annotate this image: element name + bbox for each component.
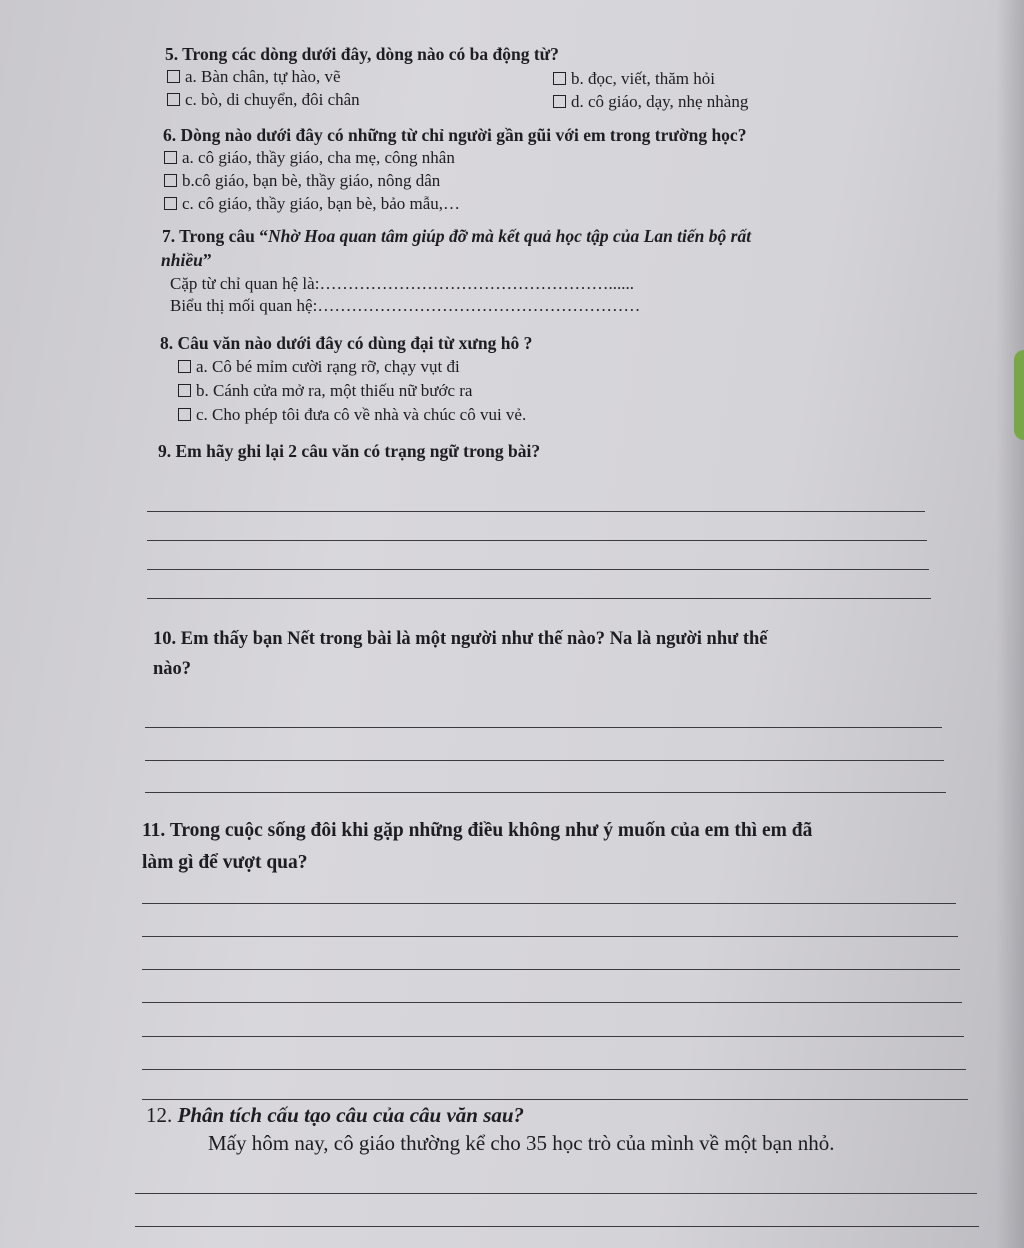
checkbox-icon[interactable] — [167, 70, 180, 83]
q8-option-a[interactable] — [178, 357, 460, 377]
q8-option-c[interactable] — [178, 405, 526, 425]
q7-relation-label: Biểu thị mối quan hệ: — [170, 296, 318, 315]
checkbox-icon[interactable] — [164, 151, 177, 164]
q7-relation-answer[interactable] — [170, 296, 640, 316]
q7-quote-line1: Nhờ Hoa quan tâm giúp đỡ mà kết quả học tập của Lan tiến bộ rất — [268, 226, 752, 246]
q5-option-c-label: c. bò, di chuyển, đôi chân — [185, 90, 360, 109]
q10-answer-line[interactable] — [145, 792, 946, 793]
q7-pair-dots: ……………………………………………...... — [319, 274, 634, 293]
q9-answer-line[interactable] — [147, 511, 925, 512]
q7-pair-answer[interactable] — [170, 274, 634, 294]
q5-option-a-label: a. Bàn chân, tự hào, vẽ — [185, 67, 341, 86]
checkbox-icon[interactable] — [167, 93, 180, 106]
green-leaf-decoration — [1014, 350, 1024, 440]
q7-relation-dots: ………………………………………………… — [317, 296, 641, 315]
q9-title: 9. Em hãy ghi lại 2 câu văn có trạng ngữ trong bài? — [158, 441, 541, 461]
q10-title-line1: 10. Em thấy bạn Nết trong bài là một người như thế nào? Na là người như thế — [153, 629, 768, 649]
q5-option-d[interactable] — [553, 92, 748, 112]
q7-pair-label: Cặp từ chỉ quan hệ là: — [170, 274, 320, 293]
checkbox-icon[interactable] — [178, 384, 191, 397]
q11-answer-line[interactable] — [142, 1002, 962, 1003]
checkbox-icon[interactable] — [553, 72, 566, 85]
checkbox-icon[interactable] — [178, 360, 191, 373]
q5-option-b-label: b. đọc, viết, thăm hỏi — [571, 69, 716, 88]
checkbox-icon[interactable] — [164, 174, 177, 187]
q8-option-a-label: a. Cô bé mỉm cười rạng rỡ, chạy vụt đi — [196, 357, 460, 376]
checkbox-icon[interactable] — [553, 95, 566, 108]
q11-answer-line[interactable] — [142, 1036, 964, 1037]
q11-answer-line[interactable] — [142, 1069, 966, 1070]
q6-option-a-label: a. cô giáo, thầy giáo, cha mẹ, công nhân — [182, 148, 455, 167]
q11-answer-line[interactable] — [142, 903, 956, 904]
q8-option-b[interactable] — [178, 381, 472, 401]
q7-title — [162, 226, 751, 247]
q5-option-c[interactable] — [167, 90, 360, 110]
q6-option-a[interactable] — [164, 148, 455, 168]
q7-title-line2 — [161, 250, 212, 271]
q7-prefix: 7. Trong câu “ — [162, 226, 268, 246]
checkbox-icon[interactable] — [164, 197, 177, 210]
q11-answer-line[interactable] — [142, 936, 958, 937]
q8-option-c-label: c. Cho phép tôi đưa cô về nhà và chúc cô vui vẻ. — [196, 405, 527, 424]
q6-option-c-label: c. cô giáo, thầy giáo, bạn bè, bảo mẫu,… — [182, 194, 461, 213]
q8-option-b-label: b. Cánh cửa mở ra, một thiếu nữ bước ra — [196, 381, 473, 400]
q11-title-line1: 11. Trong cuộc sống đôi khi gặp những điều không như ý muốn của em thì em đã — [142, 820, 813, 841]
q11-answer-line[interactable] — [142, 969, 960, 970]
q11-title-line2: làm gì để vượt qua? — [142, 852, 308, 873]
q12-answer-line[interactable] — [135, 1226, 979, 1227]
q10-answer-line[interactable] — [145, 760, 944, 761]
checkbox-icon[interactable] — [178, 408, 191, 421]
q8-title: 8. Câu văn nào dưới đây có dùng đại từ xưng hô ? — [160, 333, 533, 353]
q7-close-quote: ” — [202, 250, 212, 270]
q5-option-d-label: d. cô giáo, dạy, nhẹ nhàng — [571, 92, 749, 111]
q9-answer-line[interactable] — [147, 569, 929, 570]
q6-option-b[interactable] — [164, 171, 440, 191]
q12-title-text: Phân tích cấu tạo câu của câu văn sau? — [177, 1103, 525, 1127]
q6-title: 6. Dòng nào dưới đây có những từ chỉ người gần gũi với em trong trường học? — [163, 125, 747, 145]
q9-answer-line[interactable] — [147, 540, 927, 541]
q11-answer-line[interactable] — [142, 1099, 968, 1100]
q5-title: 5. Trong các dòng dưới đây, dòng nào có ba động từ? — [165, 44, 559, 64]
q12-answer-line[interactable] — [135, 1193, 977, 1194]
page-edge-shadow — [996, 0, 1024, 1248]
q12-sentence: Mấy hôm nay, cô giáo thường kể cho 35 học trò của mình về một bạn nhỏ. — [208, 1131, 835, 1155]
q6-option-b-label: b.cô giáo, bạn bè, thầy giáo, nông dân — [182, 171, 441, 190]
q12-number: 12. — [146, 1103, 173, 1127]
q10-answer-line[interactable] — [145, 727, 942, 728]
q9-answer-line[interactable] — [147, 598, 931, 599]
q12-title — [146, 1103, 524, 1128]
q5-option-a[interactable] — [167, 67, 341, 87]
q7-quote-line2: nhiều — [161, 250, 203, 270]
q10-title-line2: nào? — [153, 659, 192, 679]
q6-option-c[interactable] — [164, 194, 460, 214]
q5-option-b[interactable] — [553, 69, 715, 89]
